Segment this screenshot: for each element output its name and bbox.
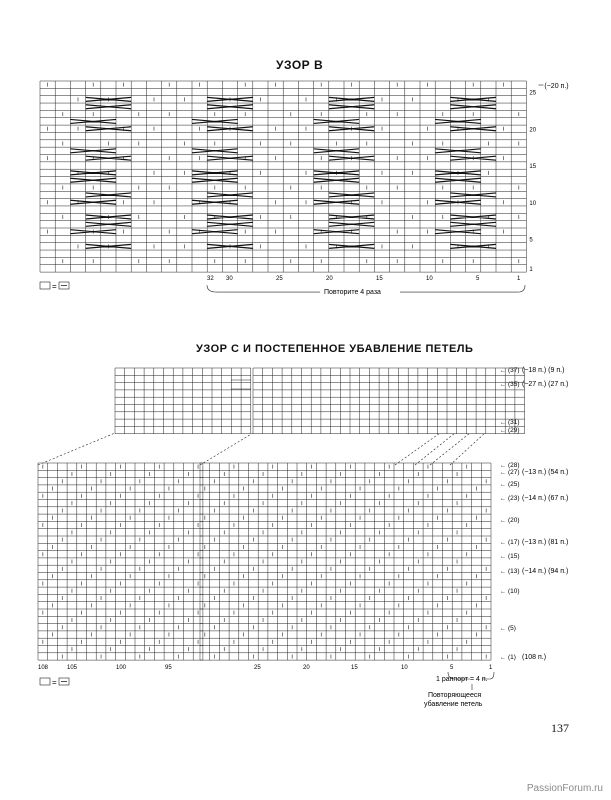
pattern-c-row-number: (20)	[508, 517, 520, 524]
pattern-c-top-grid-right	[253, 368, 525, 434]
pattern-b-stitch-number: 32	[207, 276, 214, 283]
pattern-b-stitch-number: 5	[476, 276, 480, 283]
pattern-c-right-stitch-number: 1	[489, 665, 493, 671]
pattern-c-top-arrow: ←	[500, 420, 506, 426]
pattern-c-right-stitch-number: 20	[303, 665, 310, 671]
watermark: PassionForum.ru	[526, 783, 603, 794]
pattern-c-left-stitch-number: 100	[116, 665, 127, 671]
pattern-c-row-arrow: ←	[500, 655, 506, 661]
pattern-c-right-stitch-number: 15	[351, 665, 358, 671]
pattern-c-row-arrow: ←	[500, 569, 506, 575]
pattern-c-row-note: (−13 п.) (54 п.)	[522, 469, 569, 476]
pattern-c-main-grid-right	[200, 463, 491, 660]
pattern-c-row-number: (10)	[508, 588, 520, 595]
pattern-c-row-arrow: ←	[500, 496, 506, 502]
pattern-c-row-arrow: ←	[500, 626, 506, 632]
pattern-c-right-stitch-number: 5	[450, 665, 454, 671]
pattern-b-stitch-number: 1	[517, 276, 521, 283]
pattern-b-row-number: 15	[529, 164, 537, 171]
pattern-c-top-row-number: (37)	[508, 367, 520, 374]
pattern-c-row-number: (15)	[508, 553, 520, 560]
pattern-c-top-arrow: ←	[500, 368, 506, 374]
pattern-c-top-row-note: (−18 п.) (9 п.)	[522, 367, 565, 374]
pattern-c-main-grid-left	[38, 463, 203, 660]
pattern-c-top-arrow: ←	[500, 382, 506, 388]
pattern-c-right-stitch-number: 25	[254, 665, 261, 671]
pattern-b-grid	[40, 81, 526, 272]
pattern-c-row-number: (13)	[508, 568, 520, 575]
pattern-c-row-arrow: ←	[500, 554, 506, 560]
pattern-c-row-note: (108 п.)	[522, 654, 547, 661]
pattern-c-top-grid-left	[115, 368, 251, 434]
pattern-c-left-stitch-number: 108	[38, 665, 49, 671]
pattern-b-title: УЗОР В	[276, 58, 324, 72]
pattern-c-stitch-symbols	[43, 465, 486, 659]
pattern-b-stitch-number: 10	[426, 276, 433, 283]
pattern-c-row-number: (23)	[508, 495, 520, 502]
pattern-b-legend-eq: =	[52, 282, 57, 291]
pattern-c-row-note: (−14 п.) (67 п.)	[522, 495, 569, 502]
pattern-c-top-row-number: (31)	[508, 419, 520, 426]
pattern-b-stitch-number: 20	[326, 276, 333, 283]
page-number: 137	[551, 721, 569, 735]
pattern-c-row-number: (1)	[508, 654, 516, 661]
pattern-c-repeat-label: 1 раппорт = 4 п.	[436, 676, 488, 683]
pattern-c-row-note: (−14 п.) (94 п.)	[522, 568, 569, 575]
pattern-b-row-number: 25	[529, 90, 537, 97]
pattern-c-guide-lines	[38, 433, 485, 465]
pattern-c-row-number: (17)	[508, 539, 520, 546]
pattern-c-top-row-note: (−27 п.) (27 п.)	[522, 381, 569, 388]
pattern-c-top-arrow: ←	[500, 428, 506, 434]
pattern-c-row-number: (28)	[508, 462, 520, 469]
pattern-b-legend-box-empty	[40, 282, 50, 289]
pattern-c-title: УЗОР С И ПОСТЕПЕННОЕ УБАВЛЕНИЕ ПЕТЕЛЬ	[196, 343, 474, 355]
pattern-b-repeat-note: Повторите 4 раза	[324, 289, 381, 297]
pattern-c-row-arrow: ←	[500, 470, 506, 476]
pattern-c-legend-eq: =	[52, 678, 57, 687]
pattern-c-top-row-number: (29)	[508, 427, 520, 434]
pattern-b-row-number: 1	[529, 267, 533, 274]
pattern-b-stitch-number: 25	[276, 276, 283, 283]
pattern-c-decrease-label: Повторяющееся	[428, 692, 482, 699]
pattern-c-row-arrow: ←	[500, 540, 506, 546]
pattern-b-row-number: 20	[529, 127, 537, 134]
pattern-c-top-row-number: (35)	[508, 381, 520, 388]
pattern-c-row-arrow: ←	[500, 518, 506, 524]
pattern-b-row-number: 5	[529, 237, 533, 244]
pattern-c-row-note: (−13 п.) (81 п.)	[522, 539, 569, 546]
pattern-b-row-number: 10	[529, 200, 537, 207]
pattern-b-stitch-number: 30	[226, 276, 233, 283]
pattern-b-top-note: (−20 п.)	[544, 83, 569, 90]
pattern-c-row-arrow: ←	[500, 463, 506, 469]
pattern-c-row-arrow: ←	[500, 589, 506, 595]
pattern-c-left-stitch-number: 95	[165, 665, 172, 671]
pattern-c-row-number: (25)	[508, 481, 520, 488]
pattern-b-stitch-number: 15	[376, 276, 383, 283]
pattern-c-row-number: (27)	[508, 469, 520, 476]
pattern-c-left-stitch-number: 105	[67, 665, 78, 671]
pattern-c-legend-box-empty	[40, 678, 50, 685]
pattern-c-right-stitch-number: 10	[401, 665, 408, 671]
pattern-c-decrease-label: убавление петель	[424, 701, 483, 708]
pattern-c-row-number: (5)	[508, 625, 516, 632]
pattern-c-row-arrow: ←	[500, 482, 506, 488]
